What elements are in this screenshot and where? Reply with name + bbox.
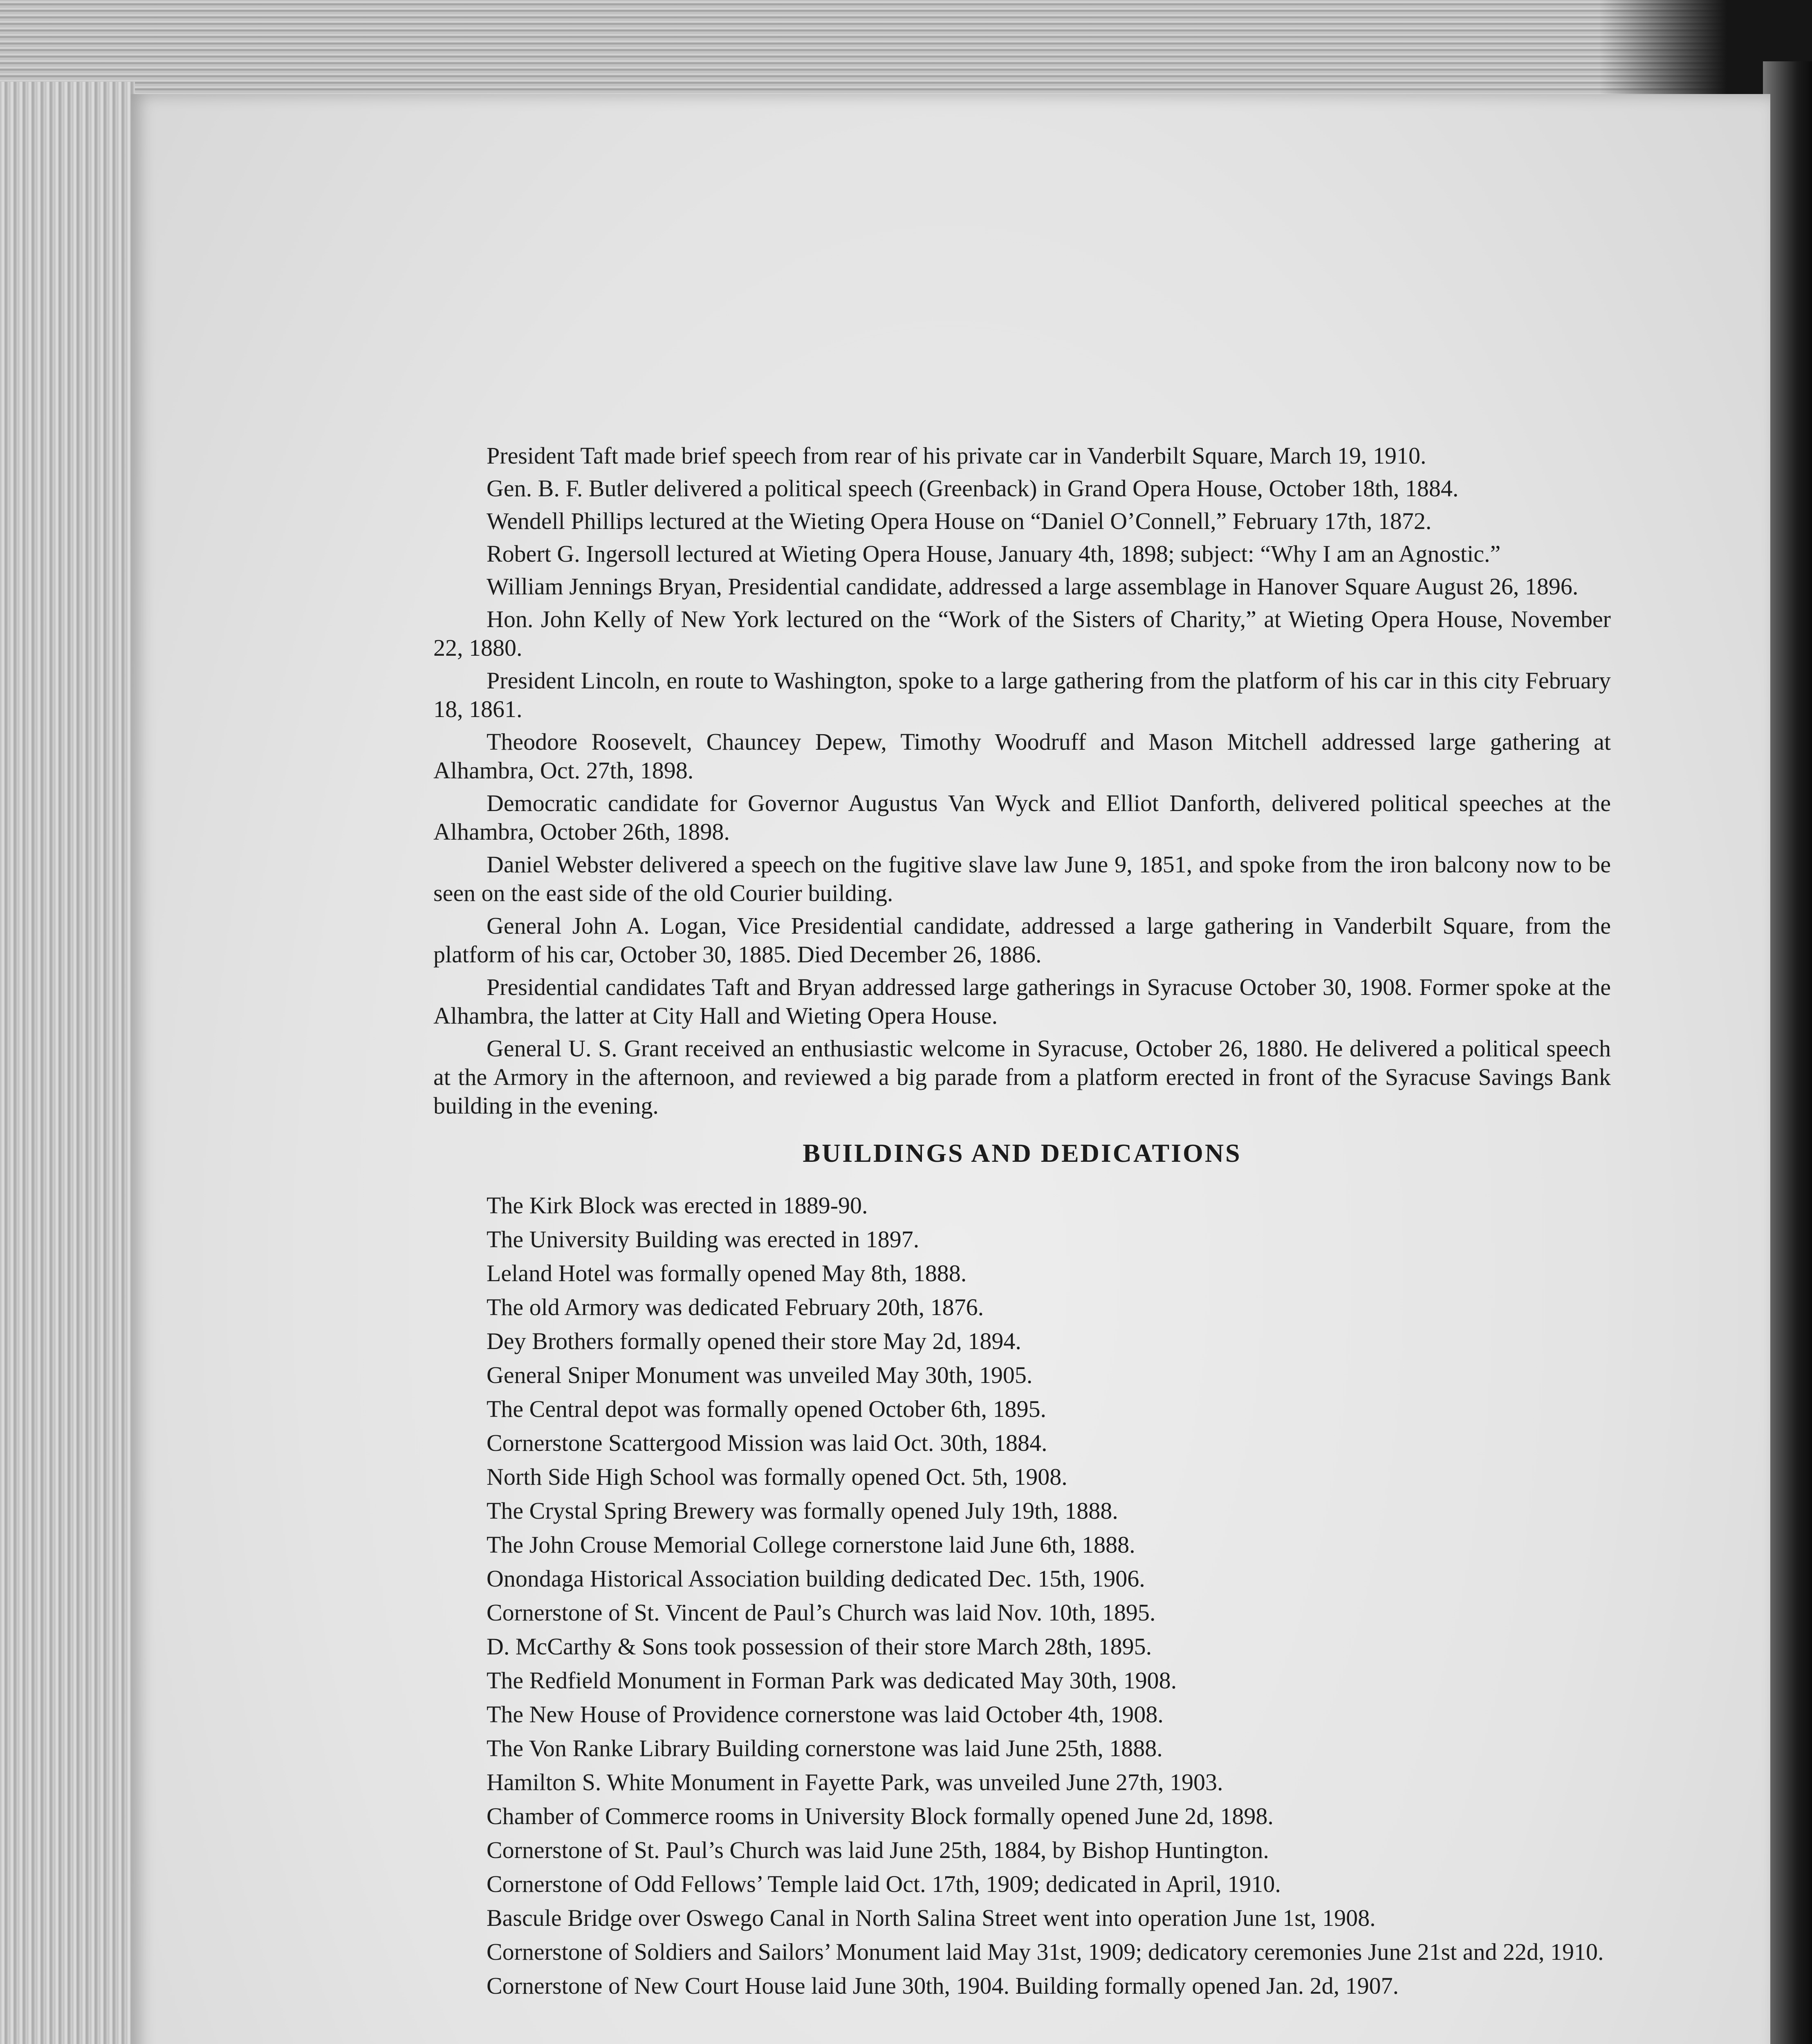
- book-page: [131, 94, 1770, 2044]
- list-item: Bascule Bridge over Oswego Canal in North Salina Street went into operation June 1st, 1908.: [487, 1905, 1376, 1931]
- list-item: Cornerstone of St. Paul’s Church was laid June 25th, 1884, by Bishop Huntington.: [487, 1837, 1269, 1863]
- list-item: The old Armory was dedicated February 20th, 1876.: [487, 1294, 984, 1320]
- list-item: Onondaga Historical Association building dedicated Dec. 15th, 1906.: [487, 1565, 1145, 1592]
- list-item: Cornerstone Scattergood Mission was laid Oct. 30th, 1884.: [487, 1430, 1047, 1456]
- paragraph: Daniel Webster delivered a speech on the fugitive slave law June 9, 1851, and spoke from the iron balcony now to be seen on the east side of the old Courier building.: [433, 851, 1611, 906]
- list-item: Cornerstone of Soldiers and Sailors’ Monument laid May 31st, 1909; dedicatory ceremonies June 21st and 22d, 1910.: [487, 1939, 1604, 1965]
- page-text: [433, 442, 1611, 2006]
- paragraph: William Jennings Bryan, Presidential candidate, addressed a large assemblage in Hanover Square August 26, 1896.: [487, 573, 1579, 600]
- list-item: The New House of Providence cornerstone was laid October 4th, 1908.: [487, 1701, 1164, 1728]
- list-item: Hamilton S. White Monument in Fayette Park, was unveiled June 27th, 1903.: [487, 1769, 1223, 1795]
- paragraph: Robert G. Ingersoll lectured at Wieting Opera House, January 4th, 1898; subject: “Why I am an Agnostic.”: [487, 540, 1501, 567]
- list-item: General Sniper Monument was unveiled May 30th, 1905.: [487, 1362, 1033, 1388]
- paragraph: General U. S. Grant received an enthusiastic welcome in Syracuse, October 26, 1880. He delivered a political speech at the Armory in the afternoon, and reviewed a big parade from a platform erected in front of the Syracuse Savings Bank building in the evening.: [433, 1035, 1611, 1119]
- list-item: Cornerstone of New Court House laid June 30th, 1904. Building formally opened Jan. 2d, 1907.: [487, 1972, 1399, 1999]
- paragraph: Theodore Roosevelt, Chauncey Depew, Timothy Woodruff and Mason Mitchell addressed large gathering at Alhambra, Oct. 27th, 1898.: [433, 728, 1611, 784]
- list-item: D. McCarthy & Sons took possession of their store March 28th, 1895.: [487, 1633, 1152, 1660]
- section-heading: BUILDINGS AND DEDICATIONS: [803, 1139, 1242, 1168]
- page-stack-left-edge: [0, 82, 135, 2044]
- list-item: The Crystal Spring Brewery was formally opened July 19th, 1888.: [487, 1497, 1118, 1524]
- list-item: North Side High School was formally opened Oct. 5th, 1908.: [487, 1464, 1067, 1490]
- list-item: Leland Hotel was formally opened May 8th, 1888.: [487, 1260, 967, 1286]
- list-item: Cornerstone of Odd Fellows’ Temple laid Oct. 17th, 1909; dedicated in April, 1910.: [487, 1871, 1281, 1897]
- list-item: The Redfield Monument in Forman Park was dedicated May 30th, 1908.: [487, 1667, 1177, 1694]
- list-item: The Kirk Block was erected in 1889-90.: [487, 1192, 868, 1219]
- list-item: Dey Brothers formally opened their store May 2d, 1894.: [487, 1328, 1021, 1354]
- paragraph: Hon. John Kelly of New York lectured on the “Work of the Sisters of Charity,” at Wieting Opera House, November 22, 1880.: [433, 606, 1611, 661]
- paragraph: Gen. B. F. Butler delivered a political speech (Greenback) in Grand Opera House, October 18th, 1884.: [487, 475, 1459, 502]
- paragraph: President Lincoln, en route to Washington, spoke to a large gathering from the platform of his car in this city February 18, 1861.: [433, 667, 1611, 722]
- list-item: The Central depot was formally opened October 6th, 1895.: [487, 1396, 1047, 1422]
- list-item: The University Building was erected in 1897.: [487, 1226, 919, 1253]
- list-item: Chamber of Commerce rooms in University Block formally opened June 2d, 1898.: [487, 1803, 1274, 1829]
- paragraph: Presidential candidates Taft and Bryan addressed large gatherings in Syracuse October 30, 1908. Former spoke at the Alhambra, the latter at City Hall and Wieting Opera House.: [433, 974, 1611, 1029]
- paragraph: Democratic candidate for Governor Augustus Van Wyck and Elliot Danforth, delivered political speeches at the Alhambra, October 26th, 1898.: [433, 790, 1611, 845]
- list-item: The John Crouse Memorial College cornerstone laid June 6th, 1888.: [487, 1531, 1135, 1558]
- paragraph: General John A. Logan, Vice Presidential candidate, addressed a large gathering in Vanderbilt Square, from the platform of his car, October 30, 1885. Died December 26, 1886.: [433, 912, 1611, 968]
- paragraph: President Taft made brief speech from rear of his private car in Vanderbilt Square, March 19, 1910.: [487, 442, 1426, 469]
- book-right-edge: [1763, 61, 1812, 2044]
- paragraph: Wendell Phillips lectured at the Wieting Opera House on “Daniel O’Connell,” February 17th, 1872.: [487, 508, 1432, 534]
- list-item: Cornerstone of St. Vincent de Paul’s Church was laid Nov. 10th, 1895.: [487, 1599, 1156, 1626]
- page-stack-top-edge: [0, 0, 1812, 94]
- list-item: The Von Ranke Library Building cornerstone was laid June 25th, 1888.: [487, 1735, 1163, 1762]
